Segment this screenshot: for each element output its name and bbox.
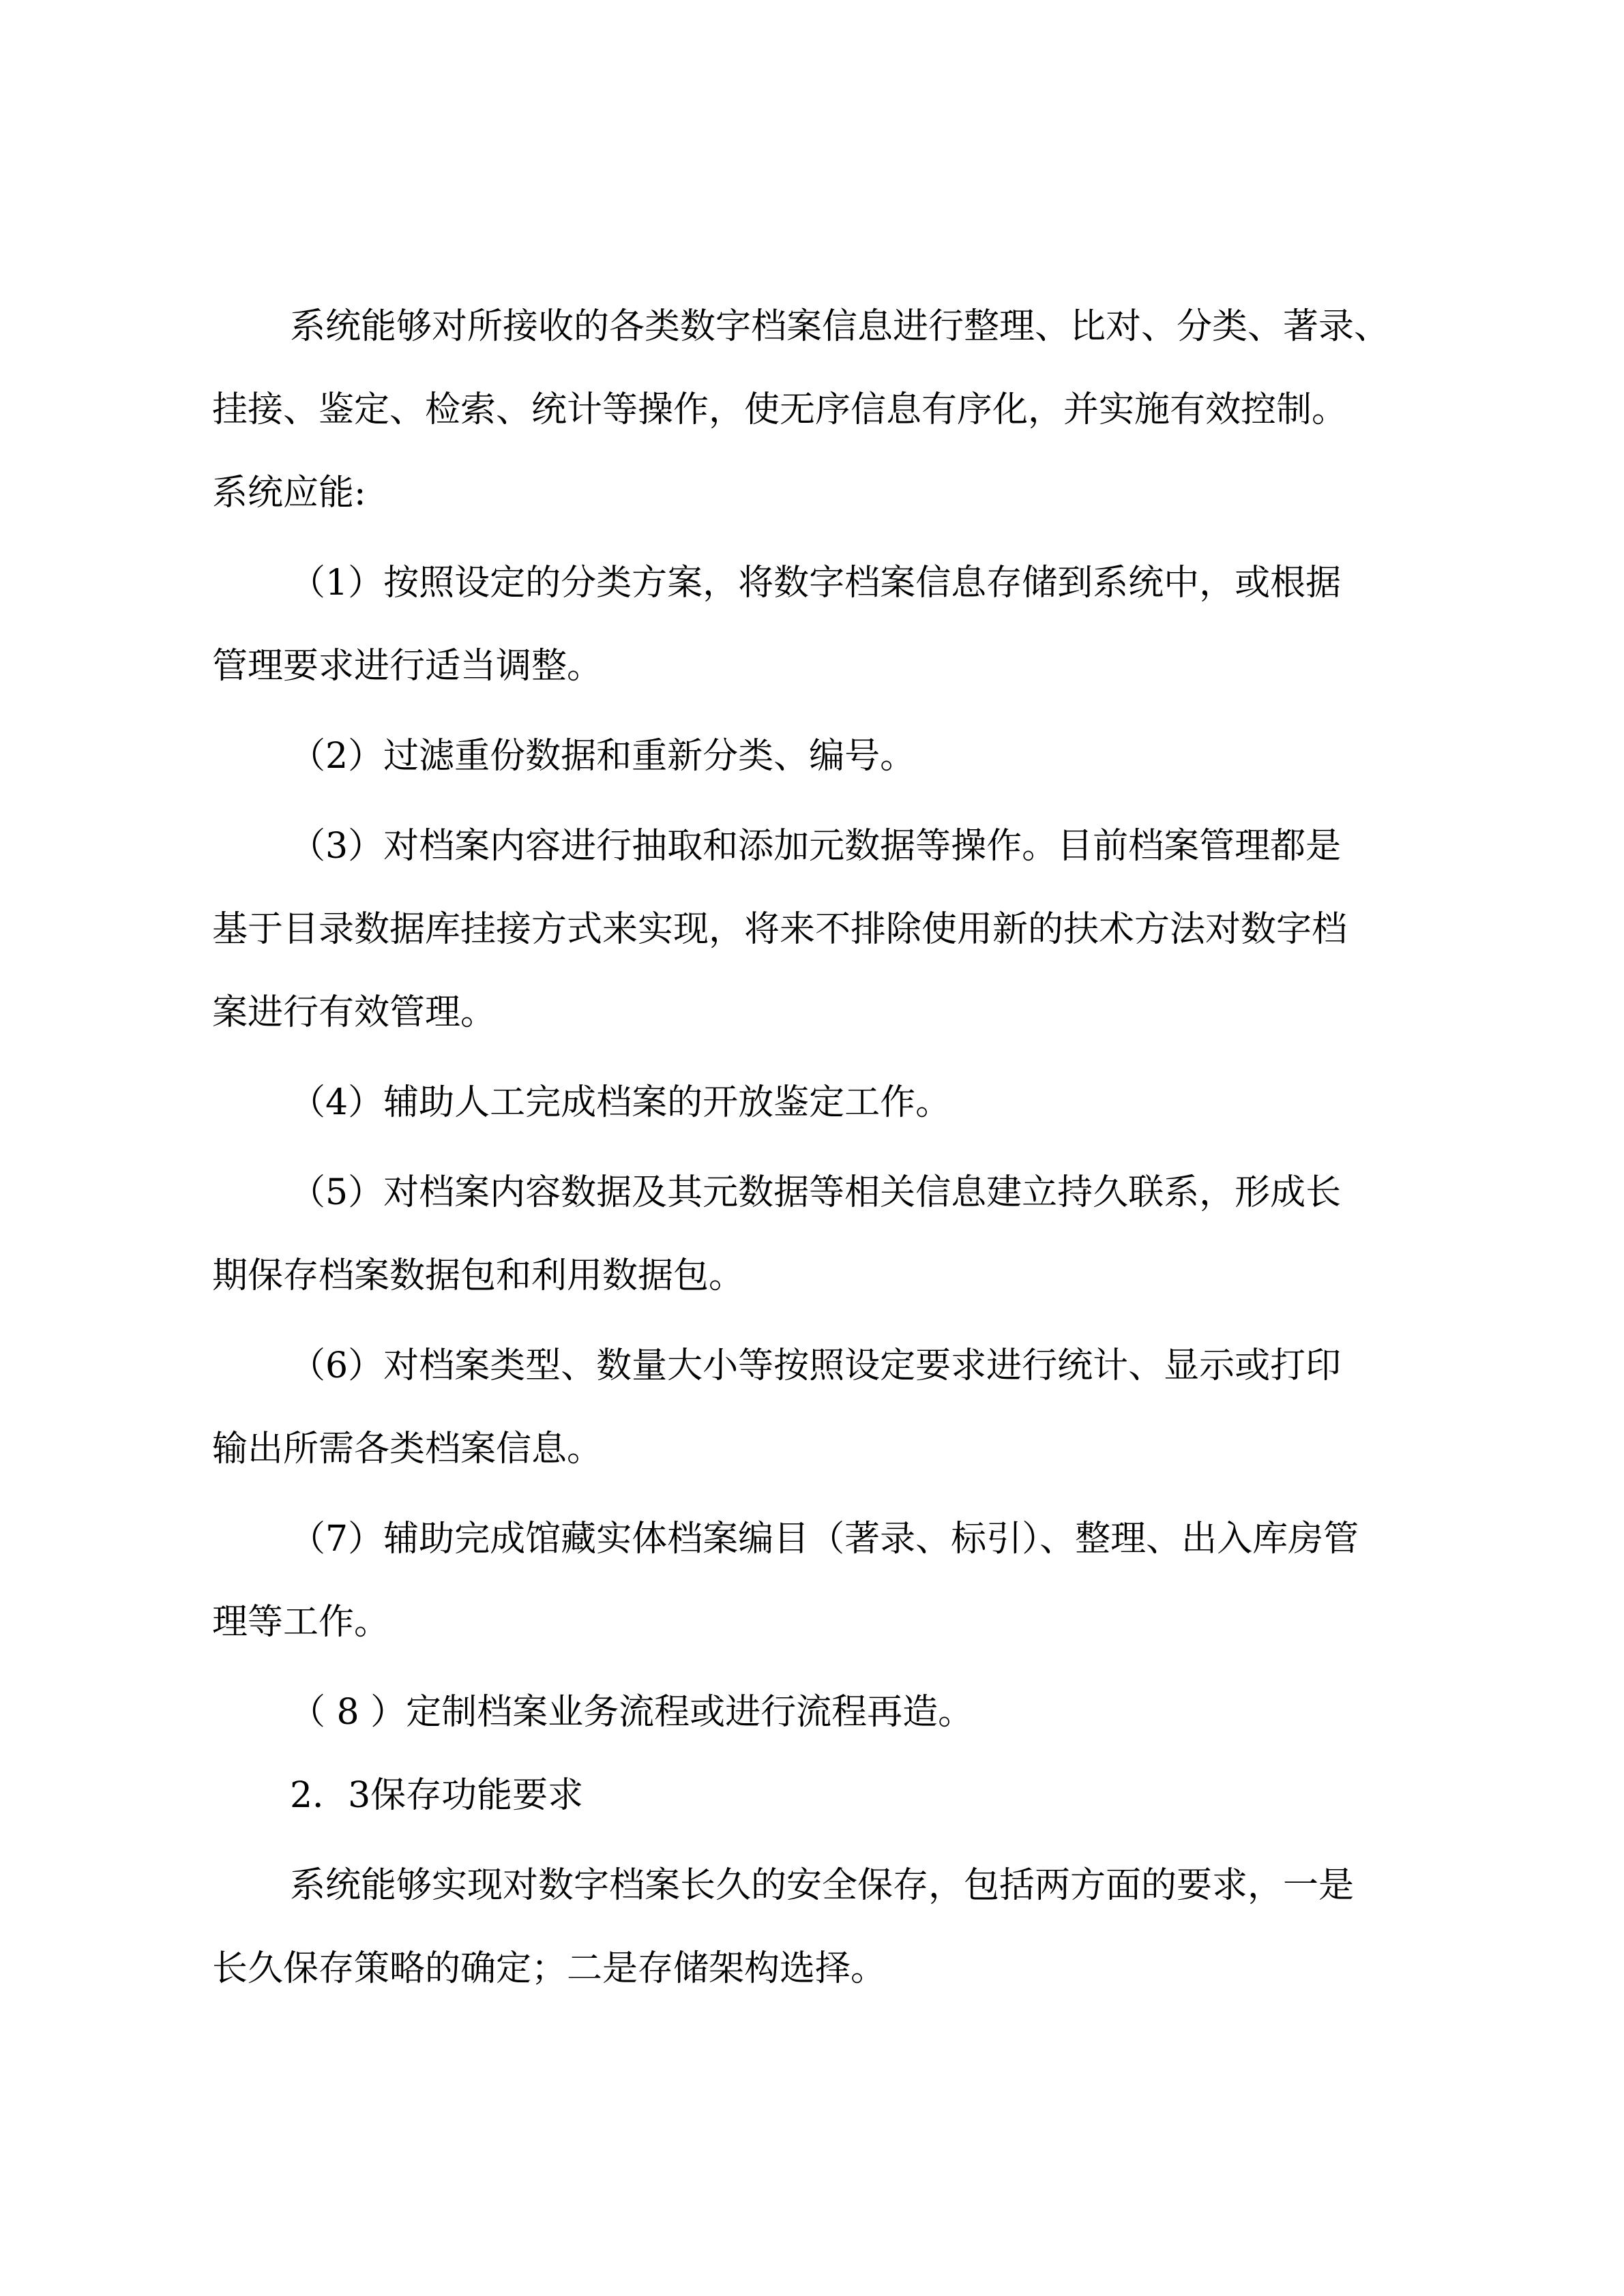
- text-line-9: 案进行有效管理。: [212, 992, 497, 1033]
- text-line-17: （ 8 ）定制档案业务流程或进行流程再造。: [290, 1692, 974, 1733]
- text-line-4: （1）按照设定的分类方案，将数字档案信息存储到系统中，或根据: [290, 563, 1342, 603]
- text-line-13: （6）对档案类型、数量大小等按照设定要求进行统计、显示或打印: [290, 1345, 1342, 1386]
- text-line-5: 管理要求进行适当调整。: [212, 646, 603, 687]
- text-line-14: 输出所需各类档案信息。: [212, 1429, 603, 1470]
- text-line-10: （4）辅助人工完成档案的开放鉴定工作。: [290, 1082, 951, 1123]
- text-line-15: （7）辅助完成馆藏实体档案编目（著录、标引）、整理、出入库房管: [290, 1519, 1359, 1560]
- text-line-2: 挂接、鉴定、检索、统计等操作，使无序信息有序化，并实施有效控制。: [212, 389, 1348, 430]
- text-line-7: （3）对档案内容进行抽取和添加元数据等操作。目前档案管理都是: [290, 826, 1342, 867]
- section-heading: 2．3保存功能要求: [290, 1775, 584, 1816]
- text-line-8: 基于目录数据库挂接方式来实现，将来不排除使用新的扶术方法对数字档: [212, 909, 1348, 950]
- text-line-1: 系统能够对所接收的各类数字档案信息进行整理、比对、分类、著录、: [290, 306, 1390, 347]
- text-line-19: 系统能够实现对数字档案长久的安全保存，包括两方面的要求，一是: [290, 1865, 1355, 1906]
- text-line-20: 长久保存策略的确定；二是存储架构选择。: [212, 1948, 887, 1989]
- text-line-11: （5）对档案内容数据及其元数据等相关信息建立持久联系，形成长: [290, 1172, 1342, 1213]
- text-line-6: （2）过滤重份数据和重新分类、编号。: [290, 736, 916, 777]
- text-line-16: 理等工作。: [212, 1602, 390, 1643]
- text-line-12: 期保存档案数据包和利用数据包。: [212, 1255, 745, 1296]
- text-line-3: 系统应能:: [212, 473, 366, 513]
